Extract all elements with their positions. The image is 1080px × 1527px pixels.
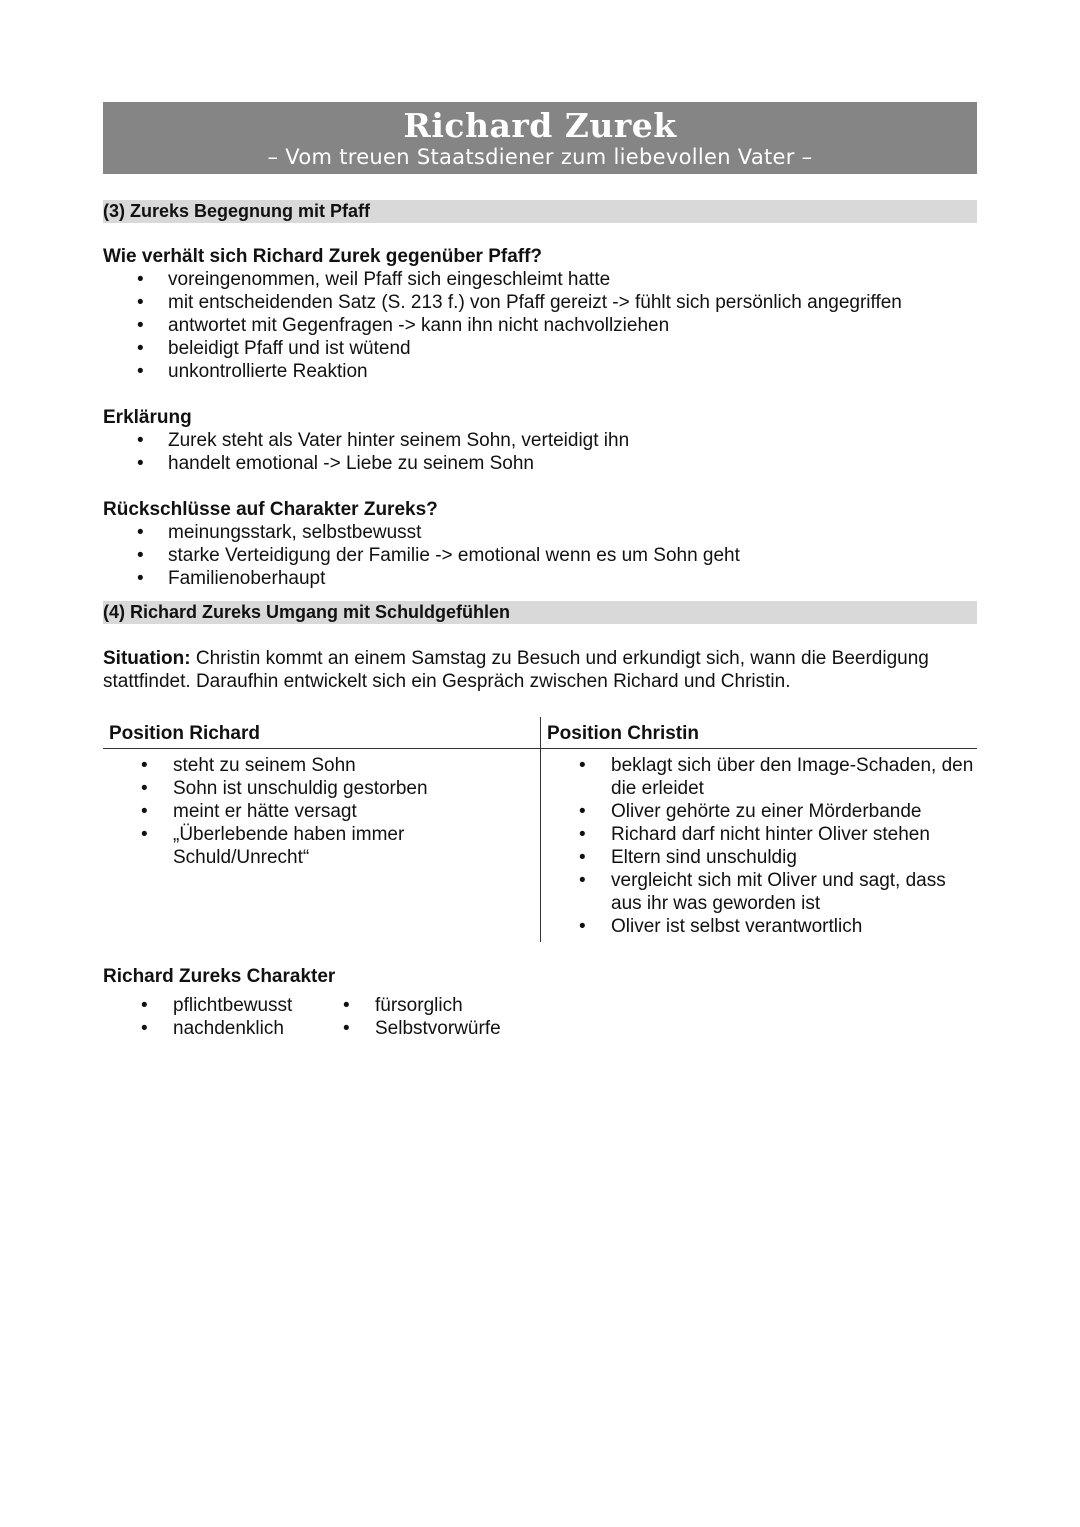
- page-subtitle: – Vom treuen Staatsdiener zum liebevollen Vater –: [267, 145, 813, 169]
- character-traits: [103, 994, 977, 1040]
- list-item: • vergleicht sich mit Oliver und sagt, dass aus ihr was geworden ist: [541, 869, 977, 915]
- situation-paragraph: [103, 647, 977, 693]
- list-item: • Zurek steht als Vater hinter seinem Sohn, verteidigt ihn: [103, 429, 977, 452]
- list-item: • Selbstvorwürfe: [305, 1017, 501, 1040]
- position-christin-list: [541, 749, 977, 942]
- list-item: • beklagt sich über den Image-Schaden, den die erleidet: [541, 754, 977, 800]
- list-item: • fürsorglich: [305, 994, 501, 1017]
- list-item: • starke Verteidigung der Familie -> emotional wenn es um Sohn geht: [103, 544, 977, 567]
- position-richard-header: Position Richard: [103, 717, 540, 749]
- section-3-heading: (3) Zureks Begegnung mit Pfaff: [103, 200, 977, 223]
- list-item: • Oliver gehörte zu einer Mörderbande: [541, 800, 977, 823]
- position-richard-list: [103, 749, 540, 869]
- list-item: • pflichtbewusst: [103, 994, 305, 1017]
- list-item: • meinungsstark, selbstbewusst: [103, 521, 977, 544]
- list-item: • Richard darf nicht hinter Oliver stehen: [541, 823, 977, 846]
- list-item: • unkontrollierte Reaktion: [103, 360, 977, 383]
- document-page: [103, 102, 977, 1040]
- list-item: • handelt emotional -> Liebe zu seinem Sohn: [103, 452, 977, 475]
- character-heading: Richard Zureks Charakter: [103, 966, 336, 987]
- position-richard-column: [103, 717, 540, 942]
- position-christin-header: Position Christin: [541, 717, 977, 749]
- list-item: • Eltern sind unschuldig: [541, 846, 977, 869]
- traits-list-1: [103, 994, 305, 1040]
- situation-label: Situation:: [103, 648, 191, 669]
- list-item: • nachdenklich: [103, 1017, 305, 1040]
- position-christin-column: [540, 717, 977, 942]
- character-conclusions-list: [103, 521, 977, 590]
- explanation-heading: Erklärung: [103, 407, 192, 428]
- list-item: • „Überlebende haben immer Schuld/Unrecht“: [103, 823, 540, 869]
- character-conclusions-heading: Rückschlüsse auf Charakter Zureks?: [103, 499, 438, 520]
- list-item: • antwortet mit Gegenfragen -> kann ihn nicht nachvollziehen: [103, 314, 977, 337]
- explanation-list: [103, 429, 977, 475]
- list-item: • mit entscheidenden Satz (S. 213 f.) von Pfaff gereizt -> fühlt sich persönlich angegriffen: [103, 291, 977, 314]
- title-banner: [103, 102, 977, 174]
- list-item: • meint er hätte versagt: [103, 800, 540, 823]
- positions-table: [103, 717, 977, 942]
- behavior-list: [103, 268, 977, 383]
- list-item: • voreingenommen, weil Pfaff sich eingeschleimt hatte: [103, 268, 977, 291]
- traits-list-2: [305, 994, 501, 1040]
- list-item: • steht zu seinem Sohn: [103, 754, 540, 777]
- list-item: • Familienoberhaupt: [103, 567, 977, 590]
- list-item: • Oliver ist selbst verantwortlich: [541, 915, 977, 938]
- list-item: • beleidigt Pfaff und ist wütend: [103, 337, 977, 360]
- page-title: Richard Zurek: [403, 106, 677, 145]
- section-4-heading: (4) Richard Zureks Umgang mit Schuldgefühlen: [103, 601, 977, 624]
- situation-text: Christin kommt an einem Samstag zu Besuch und erkundigt sich, wann die Beerdigung stattfindet. Daraufhin entwickelt sich ein Gespräch zwischen Richard und Christin.: [103, 648, 929, 692]
- question-behavior-heading: Wie verhält sich Richard Zurek gegenüber Pfaff?: [103, 246, 543, 267]
- list-item: • Sohn ist unschuldig gestorben: [103, 777, 540, 800]
